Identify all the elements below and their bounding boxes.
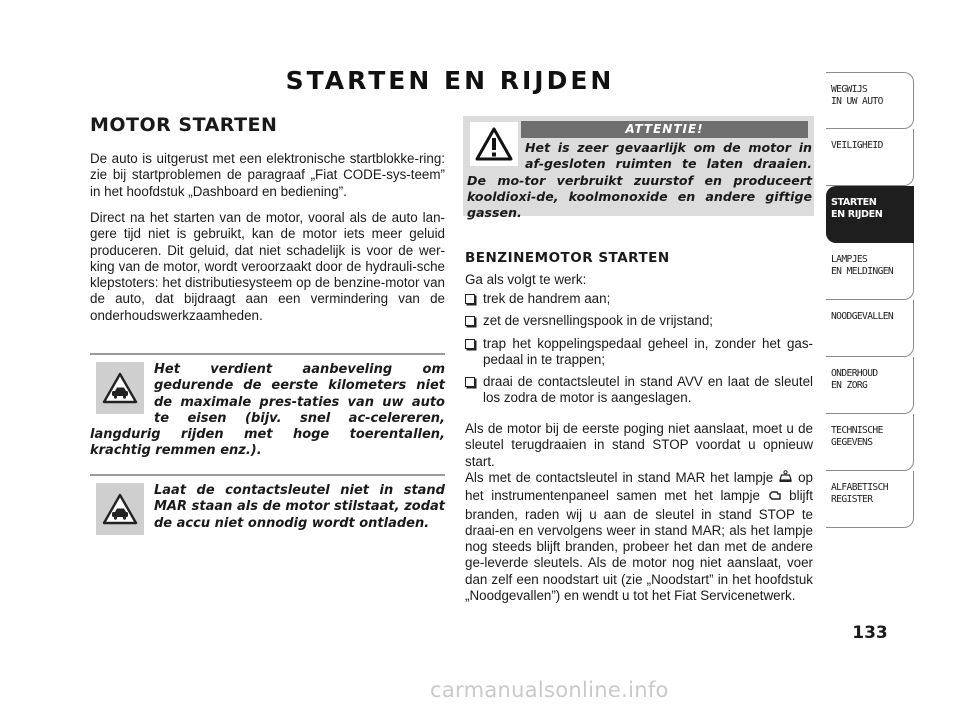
tab-wegwijs[interactable]: [826, 72, 914, 129]
page-title: STARTEN EN RIJDEN: [285, 66, 615, 95]
immobilizer-lamp-icon: [778, 470, 793, 488]
tab-label: LAMPJES: [831, 254, 868, 265]
paragraph-retry: Als de motor bij de eerste poging niet aanslaat, moet u de sleutel terugdraaien in stand STOP voordat u opnieuw start.: [465, 421, 813, 469]
tab-label-line2: EN RIJDEN: [831, 209, 883, 220]
subsection-heading: BENZINEMOTOR STARTEN: [465, 250, 670, 266]
paragraph-engine-noise: Direct na het starten van de motor, vooral als de auto lan-gere tijd niet is gebruikt, kan de motor iets meer geluid produceren. Dit geluid, dat niet schadelijk is voor de wer-king van de motor, wordt veroorzaakt door de hydrauli-sche klepstoters: het distributiesysteem op de benzine-motor van de auto, dat bijdraagt aan een vermindering van de onderhoudswerkzaamheden.: [90, 210, 445, 323]
steps-intro: Ga als volgt te werk:: [465, 272, 587, 287]
attention-box: [463, 116, 814, 221]
tab-label: WEGWIJS: [831, 84, 868, 95]
list-item: [465, 291, 813, 307]
tab-technische-gegevens[interactable]: [826, 414, 914, 471]
tab-label: VEILIGHEID: [831, 140, 883, 151]
list-item: [465, 374, 813, 407]
tab-starten-en-rijden[interactable]: [826, 186, 914, 243]
car-warning-icon: [96, 483, 144, 535]
note-text: Laat de contactsleutel niet in stand MAR staan als de motor stilstaat, zodat de accu niet onnodig wordt ontladen.: [154, 483, 445, 531]
attention-text-content: Het is zeer gevaarlijk om de motor in af-gesloten ruimten te laten draaien. De mo-tor verbruikt zuurstof en produceert kooldioxi-de, koolmonoxide en andere giftige gassen.: [467, 140, 812, 221]
section-heading: MOTOR STARTEN: [90, 114, 278, 136]
chapter-tabs: [826, 72, 914, 528]
tab-label-line2: GEGEVENS: [831, 437, 873, 448]
checkbox-bullet-icon: [465, 294, 475, 304]
paragraph-startblokkering: De auto is uitgerust met een elektronische startblokke-ring: zie bij startproblemen de paragraaf „Fiat CODE-sys-teem” in het hoofdstuk „Dashboard en bediening”.: [90, 151, 445, 199]
attention-label: ATTENTIE!: [521, 121, 808, 138]
page-number: 133: [852, 623, 888, 643]
step-text: zet de versnellingspook in de vrijstand;: [483, 313, 714, 329]
note-text: Het verdient aanbeveling om gedurende de eerste kilometers niet de maximale pres-taties van uw auto te eisen (bijv. snel ac-celereren, langdurig rijden met hoge toerentallen, krachtig remmen enz.).: [90, 362, 445, 459]
checkbox-bullet-icon: [465, 316, 475, 326]
checkbox-bullet-icon: [465, 339, 475, 349]
lamp-text-part2: op het instrumentenpaneel samen met het lampje: [465, 470, 813, 504]
tab-label-line2: REGISTER: [831, 494, 873, 505]
paragraph-warning-lamps: [465, 470, 813, 604]
list-item: [465, 336, 813, 369]
tab-noodgevallen[interactable]: [826, 300, 914, 357]
step-text: trap het koppelingspedaal geheel in, zonder het gas-pedaal in te trappen;: [483, 335, 813, 367]
tab-label-line2: EN MELDINGEN: [831, 266, 894, 277]
tab-label: STARTEN: [831, 197, 877, 208]
tab-onderhoud[interactable]: [826, 357, 914, 414]
checkbox-bullet-icon: [465, 377, 475, 387]
note-first-kilometers: [90, 353, 445, 460]
engine-fault-lamp-icon: [768, 490, 782, 506]
tab-label: TECHNISCHE: [831, 425, 883, 436]
lamp-text-part1: Als met de contactsleutel in stand MAR het lampje: [465, 470, 774, 485]
lamp-text-part3: blijft branden, raden wij u aan de sleutel in stand STOP te draai-en en vervolgens weer in stand MAR; als het lampje nog steeds blijft branden, probeer het dan met de andere ge-leverde sleutels. Als de motor nog niet aanslaat, voer dan zelf een noodstart uit (zie „Noodstart” in het hoofdstuk „Noodgevallen”) en wendt u tot het Fiat Servicenetwerk.: [465, 488, 813, 604]
tab-label: NOODGEVALLEN: [831, 311, 894, 322]
tab-label: ONDERHOUD: [831, 368, 878, 379]
watermark: carmanualsonline.info: [430, 678, 669, 702]
tab-label-line2: IN UW AUTO: [831, 96, 883, 107]
tab-veiligheid[interactable]: [826, 129, 914, 186]
attention-text: [463, 140, 812, 221]
tab-label-line2: EN ZORG: [831, 380, 868, 391]
list-item: [465, 313, 813, 329]
tab-alfabetisch-register[interactable]: [826, 471, 914, 528]
tab-label: ALFABETISCH: [831, 482, 888, 493]
note-ignition-key: [90, 474, 445, 537]
step-text: draai de contactsleutel in stand AVV en laat de sleutel los zodra de motor is aangeslagen.: [483, 374, 813, 406]
tab-lampjes[interactable]: [826, 243, 914, 300]
start-steps-list: [465, 291, 813, 413]
step-text: trek de handrem aan;: [483, 291, 611, 306]
car-warning-icon: [96, 362, 144, 414]
